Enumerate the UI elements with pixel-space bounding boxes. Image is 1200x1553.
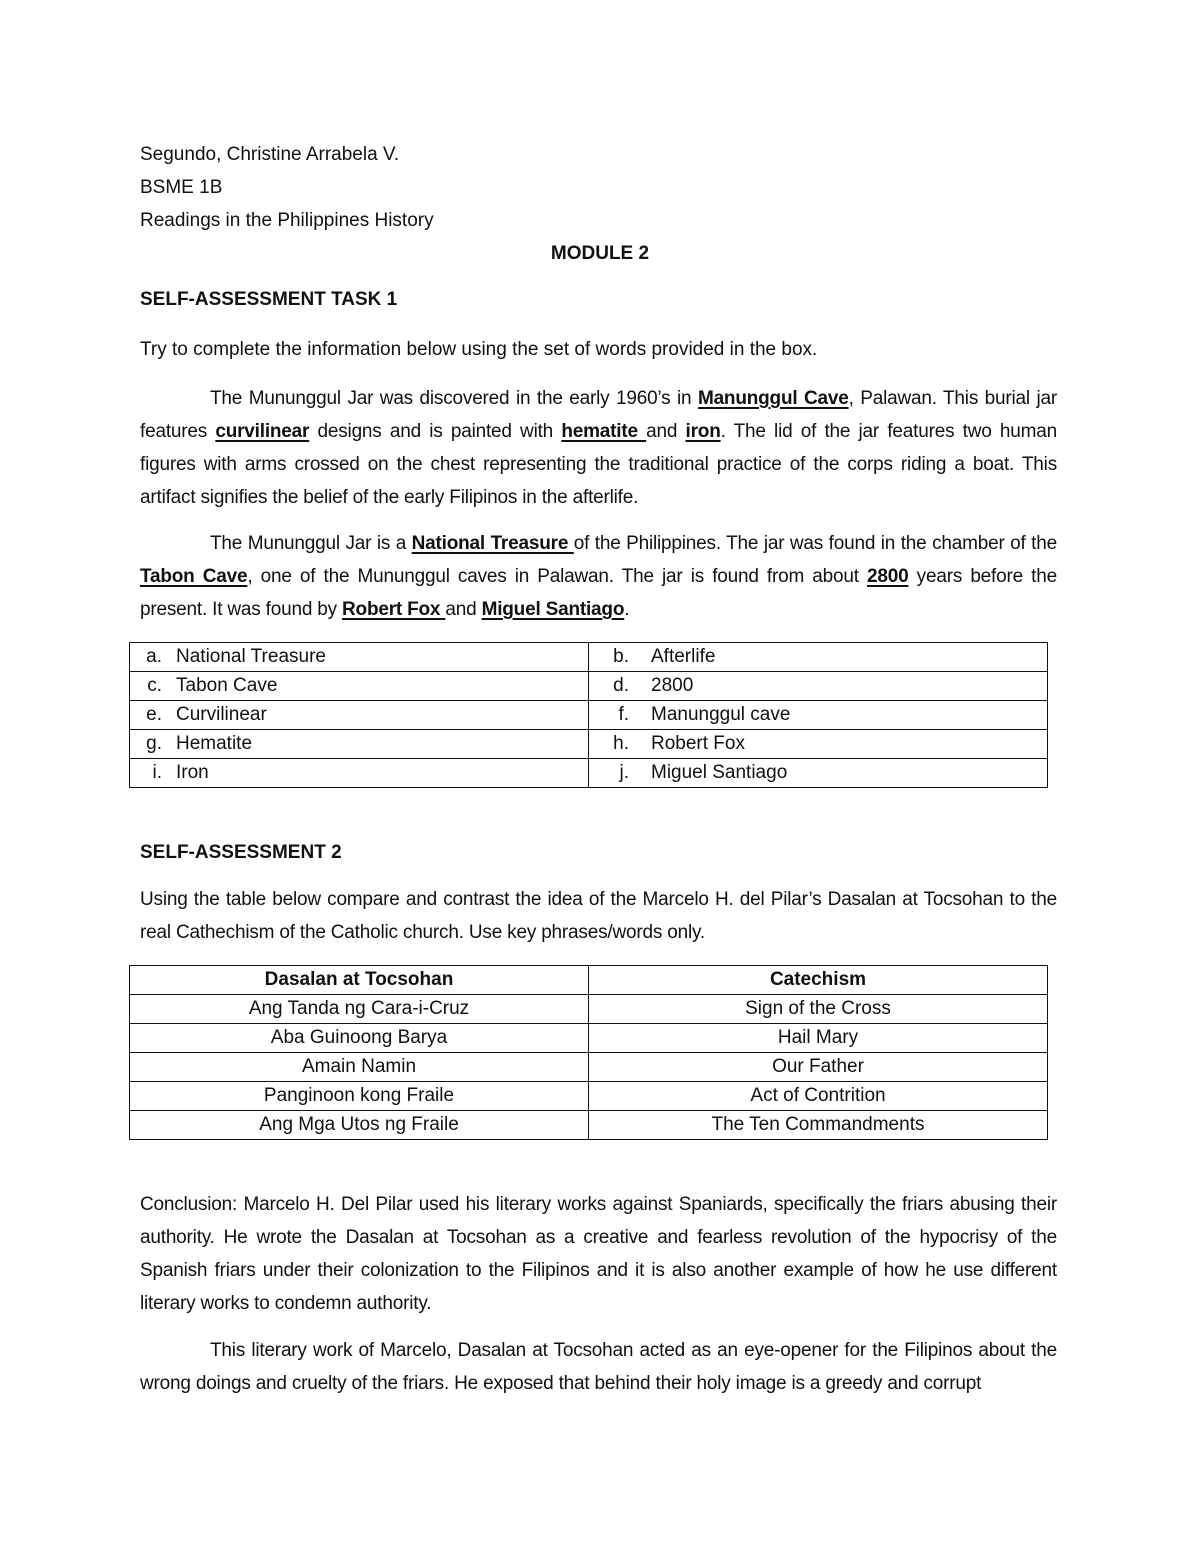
word-box-cell: f. Manunggul cave bbox=[589, 701, 1048, 730]
table-cell: The Ten Commandments bbox=[589, 1111, 1048, 1140]
task1-paragraph-1: The Mununggul Jar was discovered in the early 1960’s in Manunggul Cave, Palawan. This burial jar features curvilinear designs and is painted with hematite and iron. The lid of the jar features two human figures with arms crossed on the chest representing the traditional practice of the corps riding a boat. This artifact signifies the belief of the early Filipinos in the afterlife. bbox=[140, 388, 1057, 508]
table-cell: Amain Namin bbox=[130, 1053, 589, 1082]
conclusion-paragraph-2: This literary work of Marcelo, Dasalan at Tocsohan acted as an eye-opener for the Filipinos about the wrong doings and cruelty of the friars. He exposed that behind their holy image is a greedy and corrupt bbox=[140, 1340, 1057, 1394]
answer-robert-fox: Robert Fox bbox=[342, 599, 446, 620]
table-header-row bbox=[130, 966, 1048, 995]
subject-name: Readings in the Philippines History bbox=[140, 210, 434, 231]
word-box-cell: g. Hematite bbox=[130, 730, 589, 759]
table-row bbox=[130, 1111, 1048, 1140]
table-row bbox=[130, 643, 1048, 672]
table-row bbox=[130, 1053, 1048, 1082]
word-box-cell: h. Robert Fox bbox=[589, 730, 1048, 759]
task2-title: SELF-ASSESSMENT 2 bbox=[140, 842, 342, 863]
table-cell: Aba Guinoong Barya bbox=[130, 1024, 589, 1053]
table-cell: Sign of the Cross bbox=[589, 995, 1048, 1024]
student-name: Segundo, Christine Arrabela V. bbox=[140, 144, 400, 165]
student-course: BSME 1B bbox=[140, 177, 223, 198]
table-row bbox=[130, 759, 1048, 788]
table-row bbox=[130, 1082, 1048, 1111]
table-cell: Ang Mga Utos ng Fraile bbox=[130, 1111, 589, 1140]
comparison-table bbox=[129, 965, 1048, 1140]
task1-paragraph-2: The Mununggul Jar is a National Treasure of the Philippines. The jar was found in the chamber of the Tabon Cave, one of the Mununggul caves in Palawan. The jar is found from about 2800 years before the present. It was found by Robert Fox and Miguel Santiago. bbox=[140, 533, 1057, 620]
answer-tabon-cave: Tabon Cave bbox=[140, 566, 248, 587]
table-cell: Act of Contrition bbox=[589, 1082, 1048, 1111]
answer-miguel-santiago: Miguel Santiago bbox=[481, 599, 625, 620]
task2-instruction: Using the table below compare and contrast the idea of the Marcelo H. del Pilar’s Dasalan at Tocsohan to the real Cathechism of the Catholic church. Use key phrases/words only. bbox=[140, 889, 1057, 943]
task1-instruction: Try to complete the information below using the set of words provided in the box. bbox=[140, 339, 818, 360]
table-cell: Ang Tanda ng Cara-i-Cruz bbox=[130, 995, 589, 1024]
column-header-catechism: Catechism bbox=[589, 966, 1048, 995]
word-box-cell: e. Curvilinear bbox=[130, 701, 589, 730]
answer-manunggul-cave: Manunggul Cave bbox=[697, 388, 849, 409]
table-row bbox=[130, 995, 1048, 1024]
answer-national-treasure: National Treasure bbox=[411, 533, 574, 554]
column-header-dasalan: Dasalan at Tocsohan bbox=[130, 966, 589, 995]
answer-iron: iron bbox=[685, 421, 721, 442]
word-box-cell: d. 2800 bbox=[589, 672, 1048, 701]
conclusion-paragraph-1: Conclusion: Marcelo H. Del Pilar used his literary works against Spaniards, specifically the friars abusing their authority. He wrote the Dasalan at Tocsohan as a creative and fearless revolution of the hypocrisy of the Spanish friars under their colonization to the Filipinos and it is also another example of how he use different literary works to condemn authority. bbox=[140, 1194, 1057, 1314]
answer-2800: 2800 bbox=[867, 566, 909, 587]
table-row bbox=[130, 1024, 1048, 1053]
word-box-cell: b. Afterlife bbox=[589, 643, 1048, 672]
word-box-cell: c. Tabon Cave bbox=[130, 672, 589, 701]
answer-curvilinear: curvilinear bbox=[215, 421, 310, 442]
table-cell: Panginoon kong Fraile bbox=[130, 1082, 589, 1111]
task1-title: SELF-ASSESSMENT TASK 1 bbox=[140, 289, 398, 310]
table-row bbox=[130, 672, 1048, 701]
table-cell: Our Father bbox=[589, 1053, 1048, 1082]
table-row bbox=[130, 730, 1048, 759]
answer-hematite: hematite bbox=[561, 421, 647, 442]
module-title: MODULE 2 bbox=[550, 243, 650, 264]
word-box-cell: j. Miguel Santiago bbox=[589, 759, 1048, 788]
word-box-cell: a. National Treasure bbox=[130, 643, 589, 672]
word-box-cell: i. Iron bbox=[130, 759, 589, 788]
table-cell: Hail Mary bbox=[589, 1024, 1048, 1053]
word-box-table bbox=[129, 642, 1048, 788]
table-row bbox=[130, 701, 1048, 730]
